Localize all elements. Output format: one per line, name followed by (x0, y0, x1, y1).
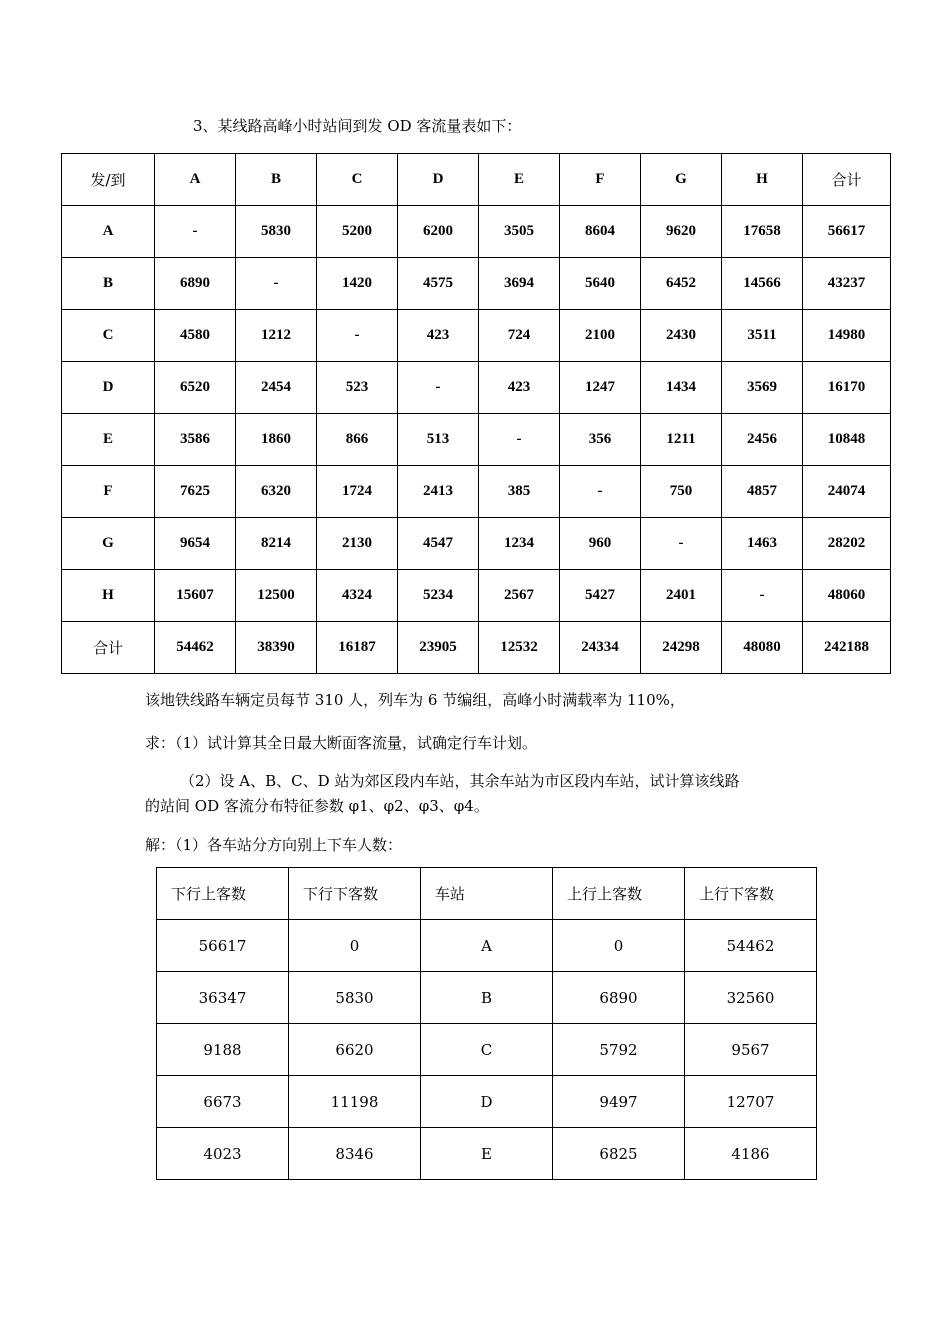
header-cell: E (479, 154, 560, 206)
table-cell: 1420 (317, 258, 398, 310)
table-row (62, 570, 891, 622)
table-cell: 1212 (236, 310, 317, 362)
table-cell: 2413 (398, 466, 479, 518)
table-cell: 3569 (722, 362, 803, 414)
table-header-row (157, 868, 817, 920)
row-label-cell: E (62, 414, 155, 466)
table-cell: 15607 (155, 570, 236, 622)
table-cell: 6825 (553, 1128, 685, 1180)
table-cell: 6673 (157, 1076, 289, 1128)
table-cell: - (560, 466, 641, 518)
table-cell: - (317, 310, 398, 362)
table-cell: - (479, 414, 560, 466)
table-cell: 5792 (553, 1024, 685, 1076)
table-cell: 14566 (722, 258, 803, 310)
table-cell: 9567 (685, 1024, 817, 1076)
table-cell: 9188 (157, 1024, 289, 1076)
table-cell: 423 (398, 310, 479, 362)
table-cell: 2401 (641, 570, 722, 622)
train-capacity-text: 该地铁线路车辆定员每节 310 人，列车为 6 节编组，高峰小时满载率为 110%， (145, 691, 685, 709)
table-cell: 3511 (722, 310, 803, 362)
table-cell: 12532 (479, 622, 560, 674)
table-cell: 724 (479, 310, 560, 362)
table-cell: C (421, 1024, 553, 1076)
table-cell: 423 (479, 362, 560, 414)
table-cell: E (421, 1128, 553, 1180)
table-cell: 48080 (722, 622, 803, 674)
table-cell: 3694 (479, 258, 560, 310)
header-cell: D (398, 154, 479, 206)
table-cell: 24334 (560, 622, 641, 674)
table-row (157, 972, 817, 1024)
table-cell: 4023 (157, 1128, 289, 1180)
table-cell: 0 (553, 920, 685, 972)
table-cell: 960 (560, 518, 641, 570)
header-cell: G (641, 154, 722, 206)
table-cell: 4324 (317, 570, 398, 622)
header-cell: 上行上客数 (553, 868, 685, 920)
table-cell: 56617 (157, 920, 289, 972)
table-cell: 2100 (560, 310, 641, 362)
table-row (62, 258, 891, 310)
row-label-cell: G (62, 518, 155, 570)
table-cell: 2456 (722, 414, 803, 466)
table-cell: 12707 (685, 1076, 817, 1128)
header-cell: 下行下客数 (289, 868, 421, 920)
table-cell: 6452 (641, 258, 722, 310)
table-cell: 9620 (641, 206, 722, 258)
station-boarding-table (156, 867, 817, 1180)
table-cell: 43237 (803, 258, 891, 310)
table-cell: 4186 (685, 1128, 817, 1180)
table-cell: 6620 (289, 1024, 421, 1076)
table-row (157, 920, 817, 972)
table-row (62, 362, 891, 414)
table-cell: 1434 (641, 362, 722, 414)
table-cell: 14980 (803, 310, 891, 362)
header-cell: H (722, 154, 803, 206)
row-label-cell: F (62, 466, 155, 518)
table-cell: A (421, 920, 553, 972)
table-row (62, 206, 891, 258)
table-cell: 8214 (236, 518, 317, 570)
table-cell: 4580 (155, 310, 236, 362)
table-cell: 56617 (803, 206, 891, 258)
table-cell: 6890 (553, 972, 685, 1024)
table-row (62, 466, 891, 518)
question-2-text-line1: （2）设 A、B、C、D 站为郊区段内车站，其余车站为市区段内车站，试计算该线路 (180, 772, 740, 790)
table-cell: 750 (641, 466, 722, 518)
row-label-cell: B (62, 258, 155, 310)
header-cell: C (317, 154, 398, 206)
table-cell: 12500 (236, 570, 317, 622)
table-cell: 5830 (289, 972, 421, 1024)
intro-text: 3、某线路高峰小时站间到发 OD 客流量表如下： (193, 117, 522, 135)
table-cell: 523 (317, 362, 398, 414)
solution-heading: 解：（1）各车站分方向别上下车人数： (145, 836, 403, 854)
table-cell: 24074 (803, 466, 891, 518)
table-cell: 6320 (236, 466, 317, 518)
table-cell: 3586 (155, 414, 236, 466)
table-cell: 2130 (317, 518, 398, 570)
table-cell: 54462 (685, 920, 817, 972)
table-cell: 8604 (560, 206, 641, 258)
table-cell: - (398, 362, 479, 414)
table-cell: 866 (317, 414, 398, 466)
question-2-text-line2: 的站间 OD 客流分布特征参数 φ1、φ2、φ3、φ4。 (145, 797, 489, 815)
table-cell: 1234 (479, 518, 560, 570)
table-cell: 1860 (236, 414, 317, 466)
table-cell: 28202 (803, 518, 891, 570)
table-cell: 6200 (398, 206, 479, 258)
question-1-text: 求：（1）试计算其全日最大断面客流量，试确定行车计划。 (145, 734, 538, 752)
table-cell: 16170 (803, 362, 891, 414)
table-row (157, 1024, 817, 1076)
table-cell: 1724 (317, 466, 398, 518)
table-cell: B (421, 972, 553, 1024)
table-cell: - (722, 570, 803, 622)
header-cell: 下行上客数 (157, 868, 289, 920)
table-cell: 3505 (479, 206, 560, 258)
row-label-cell: A (62, 206, 155, 258)
table-cell: 2567 (479, 570, 560, 622)
table-cell: - (155, 206, 236, 258)
table-row (157, 1128, 817, 1180)
table-cell: 9654 (155, 518, 236, 570)
header-cell: 发/到 (62, 154, 155, 206)
row-label-cell: D (62, 362, 155, 414)
table-row (62, 518, 891, 570)
table-cell: 36347 (157, 972, 289, 1024)
table-cell: 5200 (317, 206, 398, 258)
table-cell: 5234 (398, 570, 479, 622)
table-cell: 1247 (560, 362, 641, 414)
table-cell: 6520 (155, 362, 236, 414)
header-cell: A (155, 154, 236, 206)
table-cell: 54462 (155, 622, 236, 674)
table-row (62, 310, 891, 362)
table-cell: 11198 (289, 1076, 421, 1128)
table-cell: 48060 (803, 570, 891, 622)
table-cell: 5830 (236, 206, 317, 258)
table-row (62, 622, 891, 674)
table-cell: 8346 (289, 1128, 421, 1180)
header-cell: F (560, 154, 641, 206)
table-row (157, 1076, 817, 1128)
table-cell: 10848 (803, 414, 891, 466)
table-row (62, 414, 891, 466)
table-cell: 2430 (641, 310, 722, 362)
table-cell: 24298 (641, 622, 722, 674)
table-cell: 23905 (398, 622, 479, 674)
table-cell: 17658 (722, 206, 803, 258)
table-cell: - (641, 518, 722, 570)
table-cell: 2454 (236, 362, 317, 414)
table-cell: 356 (560, 414, 641, 466)
row-label-cell: H (62, 570, 155, 622)
header-cell: 合计 (803, 154, 891, 206)
table-cell: 5640 (560, 258, 641, 310)
table-cell: 1211 (641, 414, 722, 466)
table-cell: 513 (398, 414, 479, 466)
table-cell: 9497 (553, 1076, 685, 1128)
header-cell: 车站 (421, 868, 553, 920)
table-cell: 385 (479, 466, 560, 518)
table-cell: 5427 (560, 570, 641, 622)
header-cell: 上行下客数 (685, 868, 817, 920)
header-cell: B (236, 154, 317, 206)
row-label-cell: C (62, 310, 155, 362)
row-label-cell: 合计 (62, 622, 155, 674)
table-cell: 7625 (155, 466, 236, 518)
table-cell: 16187 (317, 622, 398, 674)
table-cell: 4547 (398, 518, 479, 570)
table-header-row (62, 154, 891, 206)
table-cell: 1463 (722, 518, 803, 570)
table-cell: 6890 (155, 258, 236, 310)
table-cell: 38390 (236, 622, 317, 674)
table-cell: 0 (289, 920, 421, 972)
od-flow-table (61, 153, 891, 674)
table-cell: 242188 (803, 622, 891, 674)
table-cell: 4575 (398, 258, 479, 310)
table-cell: 32560 (685, 972, 817, 1024)
table-cell: - (236, 258, 317, 310)
table-cell: 4857 (722, 466, 803, 518)
table-cell: D (421, 1076, 553, 1128)
